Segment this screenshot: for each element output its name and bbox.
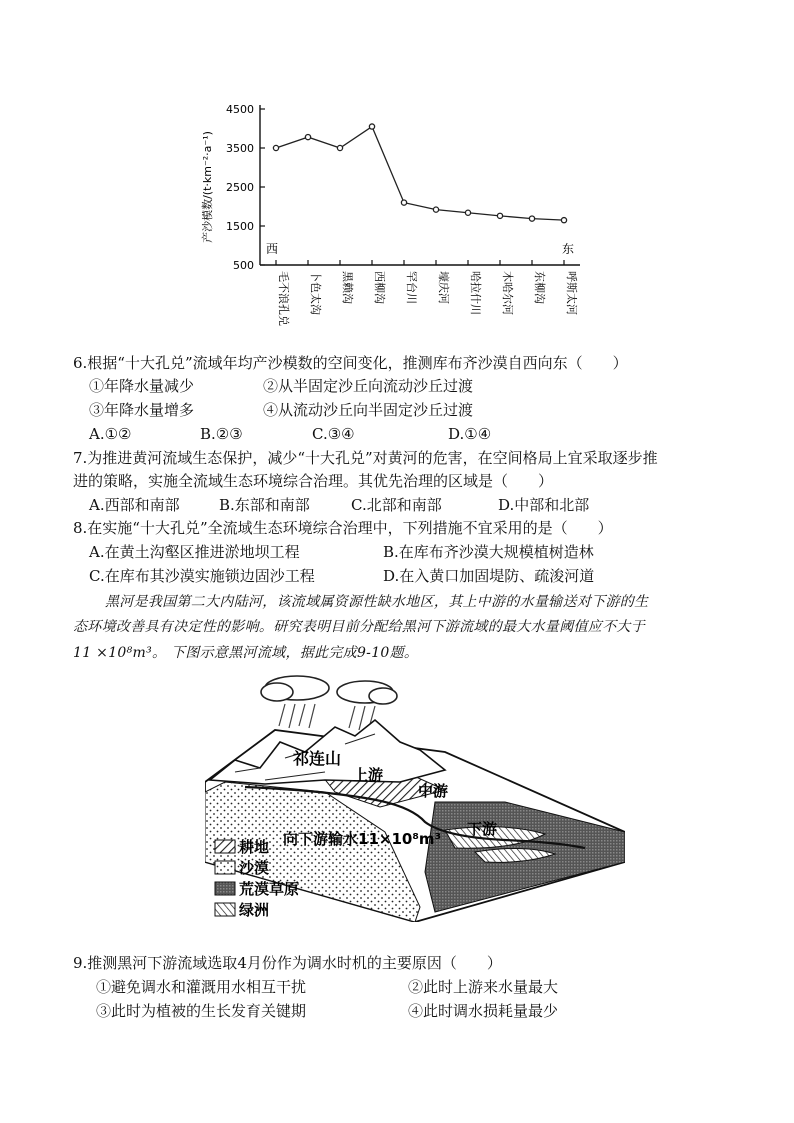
west-label: 西	[266, 242, 279, 256]
q6-statement-4: ④从流动沙丘向半固定沙丘过渡	[263, 401, 474, 419]
q7-stem-line2: 进的策略，实施全流域生态环境综合治理。其优先治理的区域是（ ）	[73, 472, 554, 490]
sediment-modulus-chart	[195, 95, 595, 340]
passage-line1: 黑河是我国第二大内陆河，该流域属资源性缺水地区，其上中游的水量输送对下游的生	[105, 594, 649, 610]
data-point	[465, 210, 470, 215]
label-transfer: 向下游输水11×10⁸m³	[283, 830, 442, 848]
q6-stem: 6.根据“十大孔兑”流域年均产沙模数的空间变化，推测库布齐沙漠自西向东（ ）	[73, 354, 628, 372]
y-tick-label: 500	[233, 259, 254, 272]
q9-statement-3: ③此时为植被的生长发育关键期	[96, 1002, 307, 1020]
chart-axes	[200, 103, 580, 326]
q7-stem-line1: 7.为推进黄河流域生态保护，减少“十大孔兑”对黄河的危害，在空间格局上宜采取逐步推	[73, 449, 658, 467]
x-tick-label: 罕台川	[405, 271, 418, 304]
x-tick-label: 壕庆河	[437, 271, 450, 304]
data-point	[529, 216, 534, 221]
label-upper: 上游	[353, 766, 384, 784]
q6-statement-2: ②从半固定沙丘向流动沙丘过渡	[263, 377, 474, 395]
q6-option-a: A.①②	[89, 425, 132, 443]
label-lower: 下游	[467, 820, 498, 838]
x-tick-label: 毛不浪孔兑	[277, 271, 290, 326]
q9-statement-1: ①避免调水和灌溉用水相互干扰	[96, 978, 307, 996]
q8-stem: 8.在实施“十大孔兑”全流域生态环境综合治理中，下列措施不宜采用的是（ ）	[73, 519, 613, 537]
q8-option-c: C.在库布其沙漠实施锁边固沙工程	[89, 567, 315, 585]
q7-option-b: B.东部和南部	[219, 496, 310, 514]
data-point	[305, 134, 310, 139]
x-tick-label: 东柳沟	[533, 271, 546, 304]
legend-desert: 沙漠	[239, 859, 270, 877]
data-point	[401, 200, 406, 205]
q6-option-c: C.③④	[312, 425, 355, 443]
y-tick-label: 3500	[226, 142, 254, 155]
q7-option-a: A.西部和南部	[89, 496, 180, 514]
legend-oasis: 绿洲	[239, 901, 270, 919]
legend-grassland: 荒漠草原	[239, 880, 300, 898]
x-tick-label: 呼斯太河	[565, 271, 578, 315]
data-point	[273, 145, 278, 150]
heihe-basin-diagram	[205, 672, 625, 922]
x-tick-label: 西柳沟	[373, 271, 386, 304]
series-line	[276, 127, 564, 221]
east-label: 东	[562, 242, 575, 256]
legend-farmland: 耕地	[239, 838, 270, 856]
data-point	[561, 218, 566, 223]
data-point	[497, 213, 502, 218]
q9-stem: 9.推测黑河下游流域选取4月份作为调水时机的主要原因（ ）	[73, 954, 502, 972]
x-tick-label: 卜色太沟	[309, 271, 322, 315]
passage-line2: 态环境改善具有决定性的影响。研究表明目前分配给黑河下游流域的最大水量阈值应不大于	[73, 619, 645, 635]
x-tick-label: 哈拉什川	[469, 271, 482, 315]
data-point	[337, 145, 342, 150]
legend-swatch-grassland	[215, 882, 235, 895]
legend-swatch-desert	[215, 861, 235, 874]
y-tick-label: 4500	[226, 103, 254, 116]
x-tick-label: 木哈尔河	[501, 271, 514, 315]
y-tick-label: 2500	[226, 181, 254, 194]
chart-marks	[273, 124, 566, 223]
x-tick-label: 黑赖沟	[341, 271, 354, 304]
legend-swatch-oasis	[215, 903, 235, 916]
q9-statement-2: ②此时上游来水量最大	[408, 978, 559, 996]
passage-line3: 11 ×10⁸m³。 下图示意黑河流域，据此完成9-10题。	[73, 645, 419, 661]
q6-option-b: B.②③	[200, 425, 243, 443]
legend-swatch-farmland	[215, 840, 235, 853]
rain-icon	[279, 704, 375, 730]
q8-option-d: D.在入黄口加固堤防、疏浚河道	[383, 567, 595, 585]
q6-option-d: D.①④	[448, 425, 492, 443]
y-tick-label: 1500	[226, 220, 254, 233]
label-qilian: 祁连山	[293, 749, 342, 768]
q9-statement-4: ④此时调水损耗量最少	[408, 1002, 559, 1020]
q8-option-a: A.在黄土沟壑区推进淤地坝工程	[89, 543, 300, 561]
q7-option-d: D.中部和北部	[498, 496, 590, 514]
q7-option-c: C.北部和南部	[351, 496, 442, 514]
q6-statement-1: ①年降水量减少	[89, 377, 195, 395]
q6-statement-3: ③年降水量增多	[89, 401, 195, 419]
y-axis-label: 产沙模数/(t·km⁻²·a⁻¹)	[201, 131, 214, 243]
label-middle: 中游	[418, 782, 449, 800]
data-point	[433, 207, 438, 212]
cloud-icon	[261, 676, 397, 704]
data-point	[369, 124, 374, 129]
q8-option-b: B.在库布齐沙漠大规模植树造林	[383, 543, 594, 561]
